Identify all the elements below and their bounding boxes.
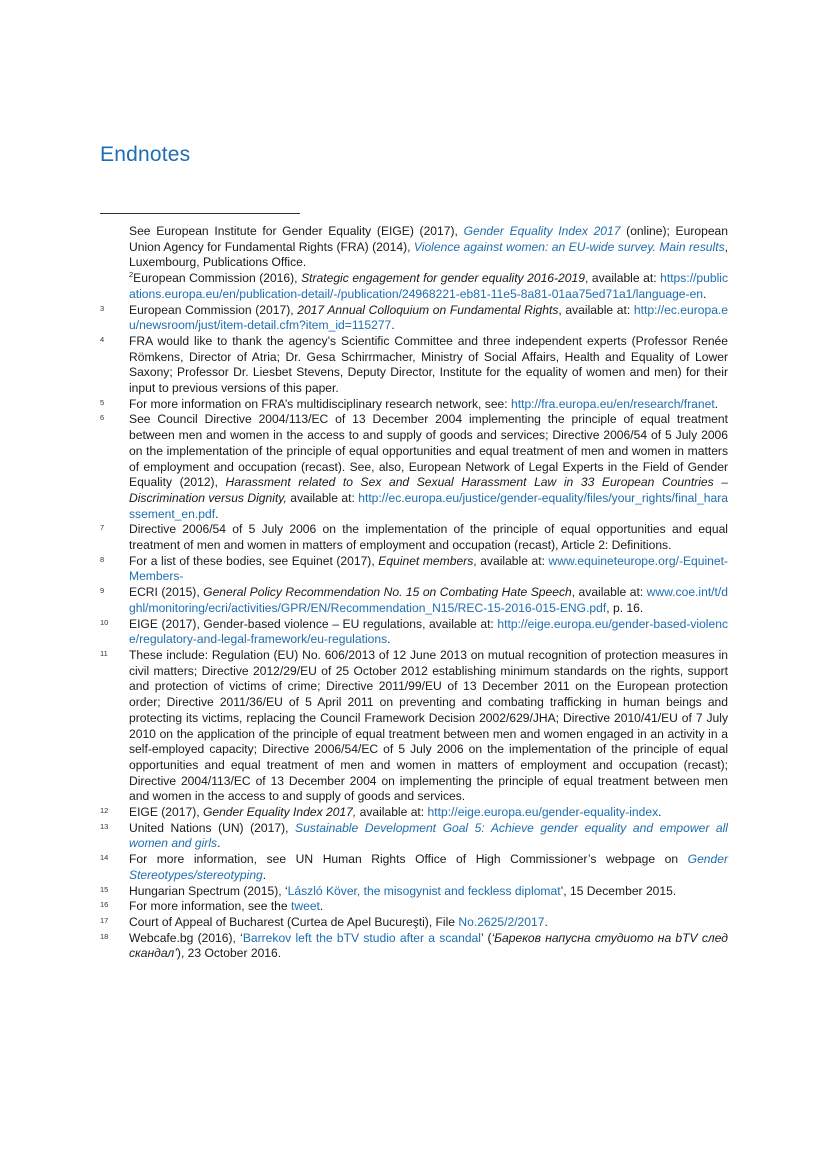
endnote-18 <box>100 931 728 962</box>
endnote-link[interactable]: www.equineteurope.org/-Equinet-Members- <box>129 553 729 584</box>
endnotes-list <box>100 224 728 962</box>
endnote-number: 16 <box>100 900 109 910</box>
endnote-number: 4 <box>100 334 105 344</box>
endnote-text: (online); European Union Agency for Fundamental Rights (FRA) (2014), <box>129 224 728 254</box>
endnote-5 <box>100 397 728 413</box>
endnote-16 <box>100 899 728 915</box>
endnote-number: 8 <box>100 554 105 564</box>
endnote-title: 2017 Annual Colloquium on Fundamental Rights <box>297 302 559 317</box>
endnote-text: For a list of these bodies, see Equinet (2017), <box>129 553 379 568</box>
endnote-link[interactable]: Gender Equality Index 2017 <box>463 224 621 238</box>
endnote-17 <box>100 915 728 931</box>
endnote-text: Court of Appeal of Bucharest (Curtea de Apel Bucureşti), File <box>129 914 459 929</box>
endnote-1 <box>100 224 728 271</box>
endnote-number: 12 <box>100 806 109 816</box>
endnote-title: Harassment related to Sex and Sexual Harassment Law in 33 European Countries – Discrimination versus Dignity, <box>129 475 728 505</box>
endnote-14 <box>100 852 728 883</box>
endnote-text: . <box>319 899 324 914</box>
endnote-2 <box>100 271 728 302</box>
endnote-link[interactable]: Violence against women: an EU-wide survey. Main results <box>413 239 725 254</box>
endnote-text: European Commission (2017), <box>129 302 298 317</box>
endnote-text: Directive 2006/54 of 5 July 2006 on the implementation of the principle of equal opportunities and equal treatment of men and women in matters of employment and occupation (recast), Article 2: Definitions. <box>129 522 728 553</box>
endnote-number: 7 <box>100 523 105 533</box>
endnote-link[interactable]: Barrekov left the bTV studio after a scandal <box>242 930 481 945</box>
endnote-number: 3 <box>100 303 105 313</box>
endnote-9 <box>100 585 728 616</box>
endnote-text: United Nations (UN) (2017), <box>129 820 296 835</box>
endnote-text: European Commission (2016), <box>133 271 302 286</box>
endnote-title: General Policy Recommendation No. 15 on Combating Hate Speech <box>203 585 572 600</box>
endnote-12 <box>100 805 728 821</box>
endnote-text: , available at: <box>584 271 661 286</box>
endnote-number: 5 <box>100 397 105 407</box>
endnote-text: , available at: <box>473 553 549 568</box>
endnote-text: See Council Directive 2004/113/EC of 13 December 2004 implementing the principle of equal treatment between men and women in the access to and supply of goods and services; Directive 2006/54 of 5 July 2006 on the implementation of the principle of equal opportunities and equal treatment of men and women in matters of employment and occupation (recast). See, also, European Network of Legal Experts in the Field of Gender Equality (2012), <box>129 412 728 490</box>
endnote-7 <box>100 522 728 553</box>
endnote-text: EIGE (2017), Gender-based violence – EU regulations, available at: <box>129 616 498 631</box>
endnote-number: 17 <box>100 915 109 925</box>
endnote-text: . <box>714 396 719 411</box>
endnote-text: For more information, see UN Human Rights Office of High Commissioner’s webpage on <box>129 852 688 867</box>
endnote-title: Gender Equality Index 2017, <box>202 805 357 820</box>
endnote-text: . <box>391 318 395 333</box>
endnote-text: ), 23 October 2016. <box>176 946 282 961</box>
endnote-link[interactable]: Gender Stereotypes/stereotyping <box>129 852 728 882</box>
endnote-text: ECRI (2015), <box>129 585 204 600</box>
endnote-text: , available at: <box>558 302 634 317</box>
endnote-text: . <box>544 914 548 929</box>
endnote-link[interactable]: http://fra.europa.eu/en/research/franet <box>511 396 715 411</box>
endnote-text: . <box>387 632 391 647</box>
endnote-text: Webcafe.bg (2016), ‘ <box>129 930 243 945</box>
endnote-15 <box>100 884 728 900</box>
endnote-4 <box>100 334 728 397</box>
endnote-text: EIGE (2017), <box>129 805 203 820</box>
endnote-text: ’ ( <box>480 930 492 945</box>
endnote-text: available at: <box>286 490 359 505</box>
endnote-text: . <box>703 286 707 301</box>
endnote-title: Strategic engagement for gender equality 2016-2019 <box>301 271 585 286</box>
endnote-number: 15 <box>100 884 109 894</box>
page-title: Endnotes <box>100 143 191 166</box>
endnote-text: For more information, see the <box>129 899 291 914</box>
endnote-text: . <box>215 506 219 521</box>
endnote-number: 9 <box>100 586 105 596</box>
endnote-text: See European Institute for Gender Equality (EIGE) (2017), <box>129 224 464 238</box>
endnote-text: . <box>262 867 267 882</box>
endnote-link[interactable]: László Köver, the misogynist and feckless diplomat <box>287 883 561 898</box>
endnote-text: , Luxembourg, Publications Office. <box>129 239 728 270</box>
endnote-3 <box>100 303 728 334</box>
endnote-text: . <box>217 836 221 851</box>
endnote-link[interactable]: http://ec.europa.eu/justice/gender-equality/files/your_rights/final_harassement_en.pdf <box>129 490 728 521</box>
endnotes-divider <box>100 213 300 214</box>
endnote-link[interactable]: http://eige.europa.eu/gender-equality-index <box>427 805 659 820</box>
endnote-number: 13 <box>100 821 109 831</box>
endnote-title: ‘Бареков напусна студиото на bTV след скандал’ <box>129 930 728 961</box>
endnote-text: Hungarian Spectrum (2015), ‘ <box>129 883 288 898</box>
endnote-text: ’, 15 December 2015. <box>560 883 677 898</box>
endnote-text: available at: <box>356 805 428 820</box>
endnote-link[interactable]: http://ec.europa.eu/newsroom/just/item-detail.cfm?item_id=115277 <box>129 302 729 333</box>
endnote-link[interactable]: https://publications.europa.eu/en/publication-detail/-/publication/24968221-eb81-11e5-8a81-01aa75ed71a1/language-en <box>129 271 729 301</box>
endnote-number: 10 <box>100 617 109 627</box>
endnote-text: FRA would like to thank the agency’s Scientific Committee and three independent experts (Professor Renée Römkens, Director of Atria; Dr. Gesa Schirrmacher, Ministry of Social Affairs, Health and Equality of Lower Saxony; Professor Dr. Liesbet Stevens, Deputy Director, Institute for the equality of women and men) for their input to previous versions of this paper. <box>129 333 728 396</box>
endnote-text: , available at: <box>571 585 647 600</box>
endnote-link[interactable]: www.coe.int/t/dghl/monitoring/ecri/activities/GPR/EN/Recommendation_N15/REC-15-2016-015-ENG.pdf <box>129 585 728 615</box>
endnote-text: . <box>658 805 662 820</box>
endnote-link[interactable]: Sustainable Development Goal 5: Achieve gender equality and empower all women and girls <box>129 820 728 851</box>
endnote-number: 11 <box>100 648 108 658</box>
endnote-text: , p. 16. <box>606 600 644 615</box>
endnote-text: These include: Regulation (EU) No. 606/2013 of 12 June 2013 on mutual recognition of protection measures in civil matters; Directive 2012/29/EU of 25 October 2012 establishing minimum standards on the rights, support and protection of victims of crime; Directive 2011/99/EU of 13 December 2011 on the European protection order; Directive 2011/36/EU of 5 April 2011 on preventing and combating trafficking in human beings and protecting its victims, replacing the Council Framework Decision 2002/629/JHA; Directive 2010/41/EU of 7 July 2010 on the application of the principle of equal treatment between men and women engaged in an activity in a self-employed capacity; Directive 2006/54/EC of 5 July 2006 on the implementation of the principle of equal opportunities and equal treatment of men and women in matters of employment and occupation (recast); Directive 2004/113/EC of 13 December 2004 on implementing the principle of equal treatment between men and women in the access to and supply of goods and services. <box>129 647 728 804</box>
endnote-title: Equinet members <box>378 553 474 568</box>
endnote-8 <box>100 554 728 585</box>
endnote-11 <box>100 648 728 805</box>
endnote-13 <box>100 821 728 852</box>
endnote-10 <box>100 617 728 648</box>
endnote-6 <box>100 412 728 522</box>
endnote-link[interactable]: tweet <box>291 899 320 914</box>
endnote-number: 18 <box>100 931 109 941</box>
endnote-text: For more information on FRA’s multidisciplinary research network, see: <box>129 396 511 411</box>
endnote-number: 2 <box>129 270 134 280</box>
endnote-link[interactable]: No.2625/2/2017 <box>458 914 545 929</box>
endnote-link[interactable]: http://eige.europa.eu/gender-based-violence/regulatory-and-legal-framework/eu-regulations <box>129 616 728 647</box>
endnote-number: 6 <box>100 413 105 423</box>
endnote-number: 14 <box>100 853 109 863</box>
